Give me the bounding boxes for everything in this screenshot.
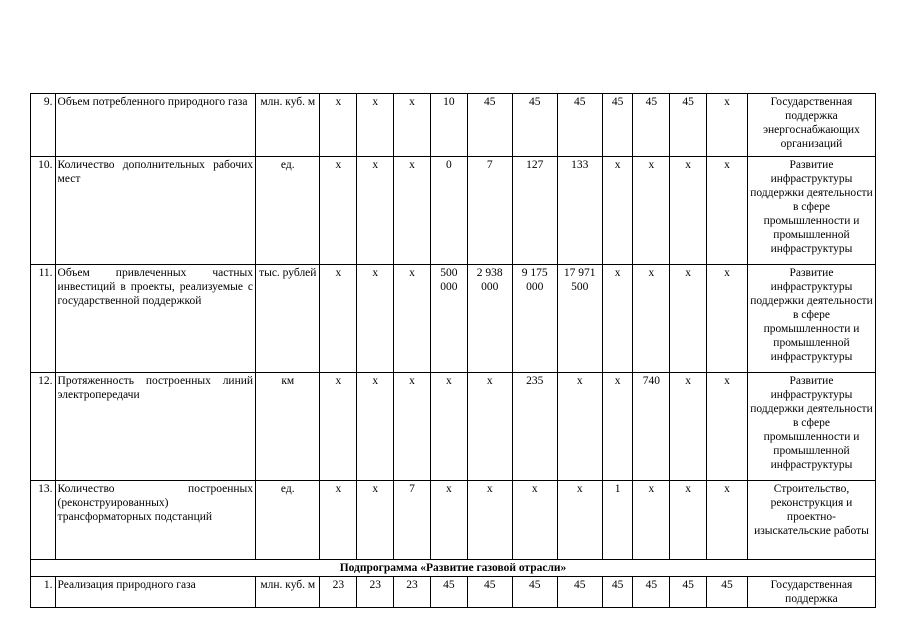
value-cell: х bbox=[670, 265, 707, 373]
value-cell: х bbox=[320, 157, 357, 265]
source-cell: Развитие инфраструктуры поддержки деятельности в сфере промышленности и промышленной инфраструктуры bbox=[747, 373, 875, 481]
indicator-name: Количество дополнительных рабочих мест bbox=[55, 157, 256, 265]
value-cell: 45 bbox=[602, 577, 633, 608]
unit-cell: ед. bbox=[256, 481, 320, 560]
value-cell: 45 bbox=[670, 577, 707, 608]
source-cell: Государственная поддержка энергоснабжающих организаций bbox=[747, 94, 875, 157]
subprogram-title: Подпрограмма «Развитие газовой отрасли» bbox=[31, 560, 876, 577]
value-cell: х bbox=[320, 94, 357, 157]
value-cell: 2 938 000 bbox=[467, 265, 512, 373]
value-cell: х bbox=[707, 157, 748, 265]
value-cell: 7 bbox=[394, 481, 431, 560]
source-cell: Развитие инфраструктуры поддержки деятельности в сфере промышленности и промышленной инфраструктуры bbox=[747, 265, 875, 373]
indicator-name: Количество построенных (реконструированных) трансформаторных подстанций bbox=[55, 481, 256, 560]
row-number: 13. bbox=[31, 481, 56, 560]
row-number: 9. bbox=[31, 94, 56, 157]
value-cell: 7 bbox=[467, 157, 512, 265]
unit-cell: млн. куб. м bbox=[256, 577, 320, 608]
value-cell: 133 bbox=[557, 157, 602, 265]
value-cell: 45 bbox=[430, 577, 467, 608]
value-cell: 23 bbox=[357, 577, 394, 608]
table-row bbox=[31, 577, 876, 608]
value-cell: 740 bbox=[633, 373, 670, 481]
value-cell: х bbox=[357, 265, 394, 373]
table-row bbox=[31, 157, 876, 265]
subprogram-row bbox=[31, 560, 876, 577]
value-cell: х bbox=[707, 373, 748, 481]
value-cell: х bbox=[357, 157, 394, 265]
value-cell: х bbox=[707, 481, 748, 560]
value-cell: х bbox=[707, 94, 748, 157]
unit-cell: млн. куб. м bbox=[256, 94, 320, 157]
unit-cell: тыс. рублей bbox=[256, 265, 320, 373]
value-cell: х bbox=[633, 265, 670, 373]
source-cell: Государственная поддержка bbox=[747, 577, 875, 608]
value-cell: х bbox=[394, 157, 431, 265]
table-body bbox=[31, 94, 876, 608]
value-cell: х bbox=[557, 481, 602, 560]
row-number: 11. bbox=[31, 265, 56, 373]
value-cell: х bbox=[633, 157, 670, 265]
value-cell: х bbox=[602, 157, 633, 265]
value-cell: х bbox=[357, 94, 394, 157]
row-number: 10. bbox=[31, 157, 56, 265]
source-cell: Строительство, реконструкция и проектно-изыскательские работы bbox=[747, 481, 875, 560]
value-cell: х bbox=[394, 265, 431, 373]
value-cell: х bbox=[320, 265, 357, 373]
value-cell: 10 bbox=[430, 94, 467, 157]
value-cell: 23 bbox=[320, 577, 357, 608]
value-cell: х bbox=[357, 373, 394, 481]
value-cell: х bbox=[467, 373, 512, 481]
value-cell: 45 bbox=[633, 94, 670, 157]
value-cell: 235 bbox=[512, 373, 557, 481]
unit-cell: км bbox=[256, 373, 320, 481]
value-cell: 17 971 500 bbox=[557, 265, 602, 373]
table-row bbox=[31, 94, 876, 157]
value-cell: 500 000 bbox=[430, 265, 467, 373]
indicators-table bbox=[30, 93, 876, 608]
unit-cell: ед. bbox=[256, 157, 320, 265]
value-cell: 9 175 000 bbox=[512, 265, 557, 373]
value-cell: 0 bbox=[430, 157, 467, 265]
value-cell: х bbox=[357, 481, 394, 560]
value-cell: х bbox=[512, 481, 557, 560]
value-cell: х bbox=[633, 481, 670, 560]
value-cell: 45 bbox=[512, 577, 557, 608]
value-cell: х bbox=[467, 481, 512, 560]
value-cell: 45 bbox=[557, 577, 602, 608]
table-row bbox=[31, 481, 876, 560]
value-cell: х bbox=[670, 481, 707, 560]
value-cell: 127 bbox=[512, 157, 557, 265]
value-cell: 45 bbox=[467, 577, 512, 608]
indicator-name: Объем потребленного природного газа bbox=[55, 94, 256, 157]
indicator-name: Протяженность построенных линий электропередачи bbox=[55, 373, 256, 481]
value-cell: х bbox=[320, 373, 357, 481]
value-cell: 23 bbox=[394, 577, 431, 608]
value-cell: х bbox=[670, 373, 707, 481]
value-cell: 45 bbox=[512, 94, 557, 157]
value-cell: 45 bbox=[557, 94, 602, 157]
value-cell: х bbox=[557, 373, 602, 481]
table-row bbox=[31, 265, 876, 373]
value-cell: х bbox=[394, 94, 431, 157]
value-cell: х bbox=[394, 373, 431, 481]
source-cell: Развитие инфраструктуры поддержки деятельности в сфере промышленности и промышленной инфраструктуры bbox=[747, 157, 875, 265]
indicator-name: Объем привлеченных частных инвестиций в проекты, реализуемые с государственной поддержкой bbox=[55, 265, 256, 373]
value-cell: х bbox=[602, 373, 633, 481]
row-number: 1. bbox=[31, 577, 56, 608]
value-cell: х bbox=[320, 481, 357, 560]
table-row bbox=[31, 373, 876, 481]
value-cell: х bbox=[602, 265, 633, 373]
value-cell: х bbox=[430, 373, 467, 481]
value-cell: 45 bbox=[467, 94, 512, 157]
value-cell: 45 bbox=[602, 94, 633, 157]
indicator-name: Реализация природного газа bbox=[55, 577, 256, 608]
value-cell: х bbox=[670, 157, 707, 265]
value-cell: х bbox=[707, 265, 748, 373]
value-cell: 45 bbox=[633, 577, 670, 608]
value-cell: х bbox=[430, 481, 467, 560]
value-cell: 45 bbox=[670, 94, 707, 157]
row-number: 12. bbox=[31, 373, 56, 481]
value-cell: 1 bbox=[602, 481, 633, 560]
value-cell: 45 bbox=[707, 577, 748, 608]
